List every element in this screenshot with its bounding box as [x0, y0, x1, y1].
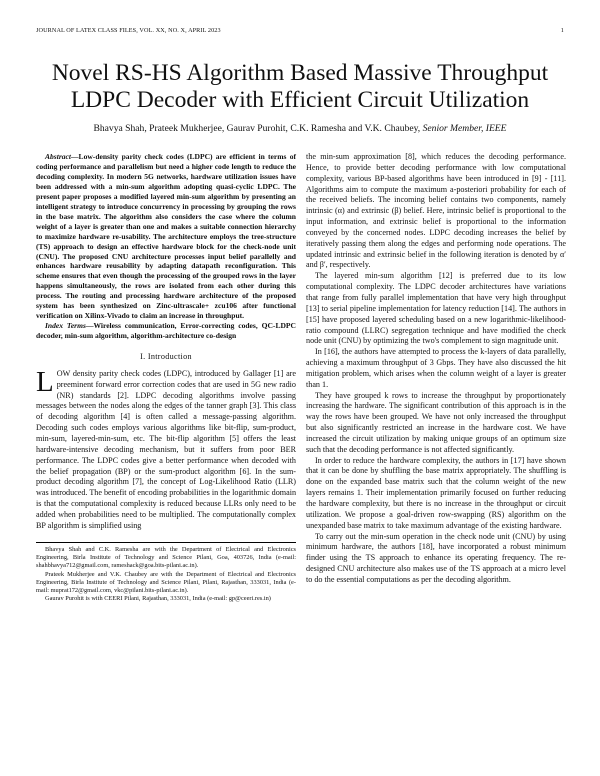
index-terms	[36, 321, 296, 341]
abstract-text: —Low-density parity check codes (LDPC) are efficient in terms of coding performance and parallelism but need a higher code length to reduce the decoding complexity. In modern 5G networks, hardware utilization issues have been addressed with a min-sum algorithm adopting quasi-cyclic LDPC. The present paper proposes a modified layered min-sum algorithm by presenting an intelligent strategy to introduce concurrency in processing by grouping the rows in the base matrix. The algorithm also considers the case where the column weight of a layer is greater than one and makes a suitable connection hierarchy to maximize hardware re-usability. The architecture employs the tree-structure (TS) approach to design an effective hardware block for the check-node unit (CNU). The proposed CNU architecture processes input belief parallelly and enhances hardware reusability by adapting datapath reconfiguration. This scheme ensures that even though the processing of the grouped rows in the layer happens simultaneously, the rows are isolated from each other during this process. The routing and processing hardware architecture of the proposed system has been synthesized on Zinc-ultrascale+ zcu106 after functional verification on Xilinx-Vivado to claim an increase in throughput.	[36, 152, 296, 321]
author-line	[36, 123, 564, 134]
journal-header: JOURNAL OF LATEX CLASS FILES, VOL. XX, NO. X, APRIL 2023	[36, 27, 221, 34]
running-header	[36, 27, 564, 34]
footnote-1: Bhavya Shah and C.K. Ramesha are with the Department of Electrical and Electronics Engineering, Birla Institute of Technology and Science Pilani, Goa, 403726, India (e-mail: shahbhavya712@gmail.com, rameshack@goa.bits-pilani.ac.in).	[36, 545, 296, 570]
page-number: 1	[560, 27, 564, 34]
footnote-3: Gaurav Purohit is with CEERI Pilani, Rajasthan, 333031, India (e-mail: gp@ceeri.res.in)	[45, 595, 271, 603]
author-names: Bhavya Shah, Prateek Mukherjee, Gaurav Purohit, C.K. Ramesha and V.K. Chaubey,	[93, 123, 421, 134]
abstract	[36, 152, 296, 321]
body-paragraph-2: The layered min-sum algorithm [12] is preferred due to its low computational complexity. The LDPC decoder architectures have variations that range from fully parallel implementation that have very high throughput [13] to serial pipeline implementation for latency reduction [14]. The authors in [15] have proposed layered scheduling based on a new logarithmic-likelihood-ratio compound (LLRC) segregation technique and have modified the check node unit (CNU) by optimizing the two's complement to sign magnitude unit.	[306, 271, 566, 346]
right-column	[306, 152, 566, 586]
index-terms-label: Index Terms	[45, 321, 86, 331]
affiliation-footnotes	[36, 542, 296, 604]
body-paragraph-5: In order to reduce the hardware complexity, the authors in [17] have shown that it can be done by shuffling the base matrix appropriately. The shuffling is done on the expanded base matrix such that the column weight of the new layers remains 1. Their implementation primarily focused on further reducing the hardware complexity, but there is no increase in the throughput or circuit utilization. We propose a goal-driven row-swapping (RS) algorithm on the unexpanded base matrix to take maximum advantage of the existing hardware.	[306, 455, 566, 530]
section-heading-introduction: I. Introduction	[140, 352, 192, 362]
body-paragraph-3: In [16], the authors have attempted to process the k-layers of data parallelly, achieving a maximum throughput of 3 Gbps. They have also discussed the hit mitigation problem, which arises when the column weight of a layer is greater than 1.	[306, 347, 566, 389]
paper-title: Novel RS-HS Algorithm Based Massive Throughput LDPC Decoder with Efficient Circuit Utilization	[51, 60, 549, 113]
abstract-label: Abstract	[45, 152, 71, 161]
body-paragraph-6: To carry out the min-sum operation in the check node unit (CNU) by using minimum hardware, the authors [18], have incorporated a robust minimum finder using the TS approach to enhance its operating frequency. The re-designed CNU architecture also makes use of the TS approach at a micro level to do the essential computations as per the decoding algorithm.	[306, 531, 566, 584]
intro-paragraph-1	[36, 365, 297, 532]
body-paragraph-4: They have grouped k rows to increase the throughput by proportionately increasing the hardware. The significant contribution of this approach is in the way the rows have been grouped. We have not only increased the throughput but also significantly restricted an increase in the hardware cost. We have increased the circuit utilization by making unique groups of an optimum size such that the decoding performance is not affected significantly.	[306, 390, 566, 454]
intro-paragraph-1-text: OW density parity check codes (LDPC), introduced by Gallager [1] are preeminent forward error correction codes that are used in 5G new radio (NR) standards [2]. LDPC decoding algorithms involve passing messages between the nodes along the edges of the tanner graph [3]. This class of decoding algorithm [4] is often called a message-passing algorithm. Decoding such codes employs various algorithms like bit-flip, sum-product, min-sum, layered-min-sum, etc. The bit-flip algorithm [5] offers the least hardware-intensive decoding mechanism, but it suffers from poor BER performance. The LDPC codes give a better performance when decoded with the belief propagation (BP) or the sum-product algorithm [6]. In the sum-product decoding algorithm [7], the concept of Log-Likelihood Ratio (LLR) was introduced. The benefit of encoding probabilities in the logarithmic domain is that the computational complexity is reduced because LLRs only need to be added when probabilities need to be multiplied. The computationally complex BP algorithm is simplified using	[36, 368, 297, 530]
footnote-2: Prateek Mukherjee and V.K. Chaubey are with the Department of Electrical and Electronics Engineering, Birla Institute of Technology and Science Pilani, Pilani, Rajasthan, 333031, India (e-mail: muprat172@gmail.com, vkc@pilani.bits-pilani.ac.in).	[36, 570, 296, 595]
drop-cap: L	[36, 365, 54, 398]
author-membership: Senior Member, IEEE	[422, 123, 507, 134]
left-column	[36, 152, 296, 604]
body-paragraph-1: the min-sum approximation [8], which reduces the decoding performance. Hence, to provide better decoding performance with low computational complexity, various BP-based algorithms have been introduced in [9] - [11]. Algorithms aim to compute the maximum a-posteriori probability for each of the received beliefs. The incoming belief contains two components, namely intrinsic (α) and extrinsic (β) belief. Here, intrinsic belief is proportional to the input information, and extrinsic belief is proportional to the information conveyed by the concerned nodes. LDPC decoding increases the belief by iteratively passing them along the edges and performing node operations. The updated intrinsic and extrinsic belief in the following iteration is denoted by α′ and β′, respectively.	[306, 152, 566, 270]
index-terms-text: —Wireless communication, Error-correcting codes, QC-LDPC decoder, min-sum algorithm, algorithm-architecture co-design	[36, 321, 296, 341]
